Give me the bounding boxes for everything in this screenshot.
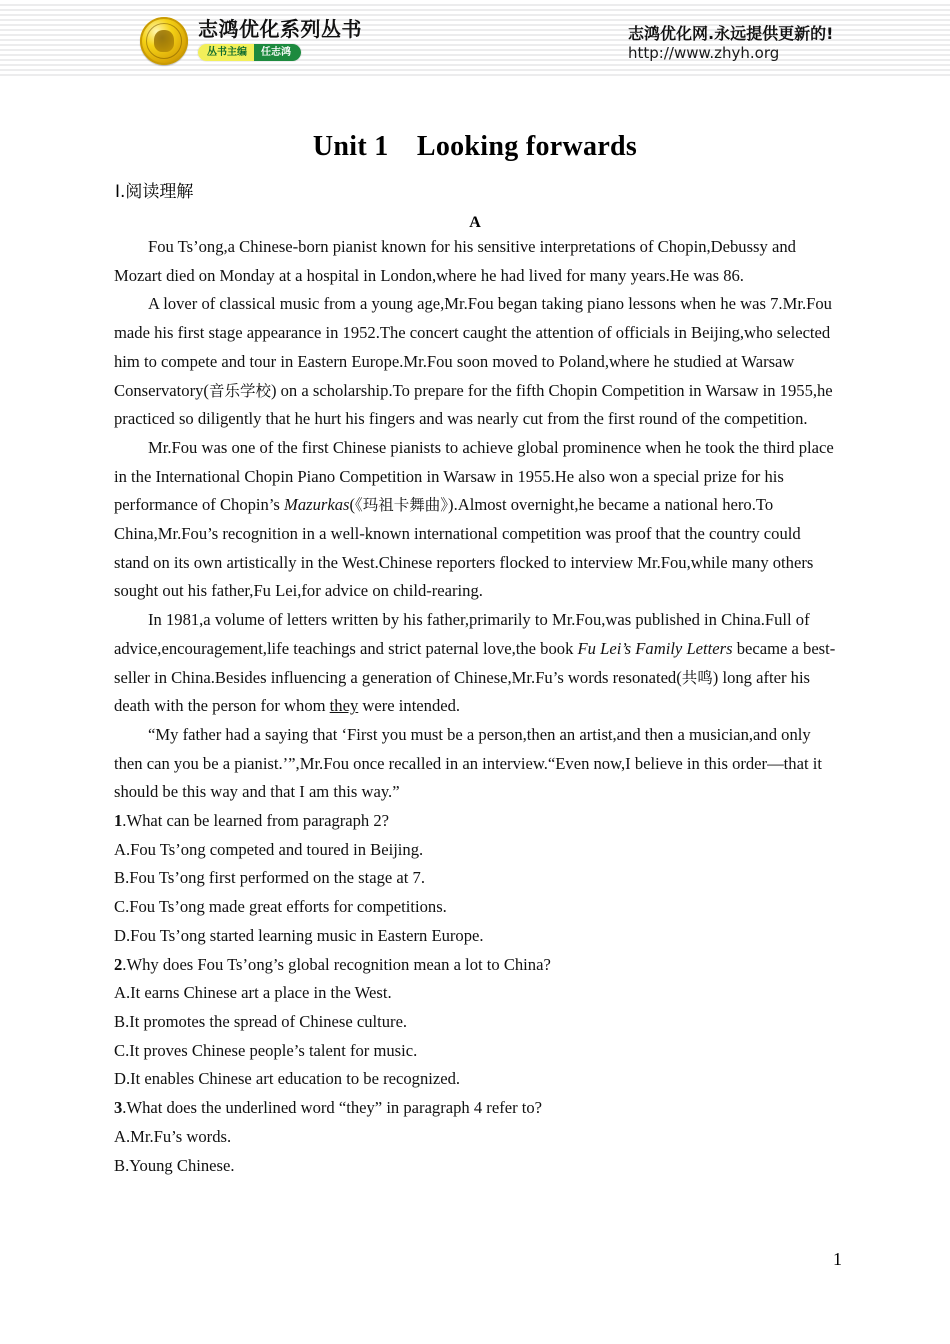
question-number: 3	[114, 1098, 123, 1118]
document-sheet	[0, 130, 950, 1270]
question-number: 1	[114, 811, 123, 831]
passage-paragraph	[114, 606, 836, 721]
text-run: ).Almost overnight,he became a national hero.To China,Mr.Fou’s recognition in a well-known international competition was proof that the country could stand on its own artistically in the West.Chinese reporters flocked to interview Mr.Fou,while many others sought out his father,Fu Lei,for advice on child-rearing.	[114, 495, 814, 601]
brand-title: 志鸿优化系列丛书	[198, 17, 362, 41]
page-footer	[0, 1180, 950, 1270]
section-heading-reading: Ⅰ.阅读理解	[115, 182, 194, 202]
editor-badge	[198, 44, 301, 61]
text-run: (	[349, 495, 356, 515]
question-stem	[114, 807, 836, 836]
header-content	[0, 0, 950, 84]
question-number: 2	[114, 954, 123, 974]
editor-badge-name: 任志鸿	[254, 44, 301, 61]
chinese-gloss: 《玛祖卡舞曲》	[355, 496, 449, 515]
passage-paragraph	[114, 721, 836, 807]
question-option[interactable]: C.Fou Ts’ong made great efforts for competitions.	[114, 897, 447, 917]
question-option[interactable]: A.Mr.Fu’s words.	[114, 1126, 232, 1146]
question-option[interactable]: B.Fou Ts’ong first performed on the stage at 7.	[114, 868, 425, 888]
page-header	[0, 0, 950, 84]
question-option[interactable]: D.Fou Ts’ong started learning music in Eastern Europe.	[114, 925, 484, 945]
question-text: .What does the underlined word “they” in paragraph 4 refer to?	[122, 1098, 543, 1118]
question-option[interactable]: A.It earns Chinese art a place in the West.	[114, 983, 392, 1003]
text-run: were intended.	[358, 696, 461, 716]
question-text: .Why does Fou Ts’ong’s global recognition mean a lot to China?	[122, 954, 551, 974]
text-run: A lover of classical music from a young age,Mr.Fou began taking piano lessons when he was 7.Mr.Fou made his first stage appearance in 1952.The concert caught the attention of officials in Beijing,who selected him to compete and tour in Eastern Europe.Mr.Fou soon moved to Poland,where he studied at Warsaw Conservatory(	[114, 294, 832, 400]
brand-block	[140, 17, 362, 65]
site-slogan: 志鸿优化网.永远提供更新的!	[628, 24, 834, 43]
text-run: Fou Ts’ong,a Chinese-born pianist known for his sensitive interpretations of Chopin,Debussy and Mozart died on Monday at a hospital in London,where he had lived for many years.He was 86.	[114, 237, 796, 285]
passage-paragraph	[114, 233, 836, 290]
question-option[interactable]: D.It enables Chinese art education to be recognized.	[114, 1069, 461, 1089]
question-stem	[114, 951, 836, 980]
text-run: In 1981,a volume of letters written by his father,primarily to Mr.Fou,was published in China.Full of advice,encouragement,life teachings and strict paternal love,the book	[114, 610, 810, 658]
text-run: Mr.Fou was one of the first Chinese pianists to achieve global prominence when he took the third place in the International Chopin Piano Competition in Warsaw in 1955.He also won a special prize for his performance of Chopin’s	[114, 437, 834, 515]
text-run: became a best-seller in China.Besides influencing a generation of Chinese,Mr.Fu’s words resonated(	[114, 638, 836, 687]
italic-title: Mazurkas	[284, 495, 350, 515]
question-option[interactable]: B.Young Chinese.	[114, 1155, 235, 1175]
site-info-block	[628, 24, 833, 63]
underlined-word: they	[329, 696, 359, 716]
chinese-gloss: 共鸣	[681, 668, 713, 687]
question-list	[114, 807, 836, 1180]
page-number: 1	[833, 1249, 842, 1270]
page-title: Unit 1 Looking forwards	[312, 131, 638, 162]
chinese-gloss: 音乐学校	[208, 381, 271, 400]
text-run: “My father had a saying that ‘First you must be a person,then an artist,and then a musician,and only then can you be a pianist.’”,Mr.Fou once recalled in an interview.“Even now,I believe in this order—that it should be this way and that I am this way.”	[114, 724, 822, 802]
italic-title: Fu Lei’s Family Letters	[577, 638, 733, 658]
editor-badge-label: 丛书主编	[198, 44, 254, 61]
question-stem	[114, 1094, 836, 1123]
site-url-link[interactable]: http://www.zhyh.org	[628, 44, 780, 62]
question-option[interactable]: C.It proves Chinese people’s talent for music.	[114, 1040, 418, 1060]
text-run: ) long after his death with the person for whom	[114, 667, 811, 716]
gold-coin-logo-icon	[140, 17, 188, 65]
question-text: .What can be learned from paragraph 2?	[122, 811, 390, 831]
passage-body	[114, 233, 836, 807]
passage-column	[114, 233, 836, 1180]
passage-paragraph	[114, 434, 836, 606]
brand-text-group	[198, 17, 362, 61]
question-option[interactable]: A.Fou Ts’ong competed and toured in Beijing.	[114, 839, 424, 859]
text-run: ) on a scholarship.To prepare for the fifth Chopin Competition in Warsaw in 1955,he practiced so diligently that he hurt his fingers and was nearly cut from the first round of the competition.	[114, 380, 833, 429]
passage-label: A	[469, 214, 481, 231]
question-option[interactable]: B.It promotes the spread of Chinese culture.	[114, 1011, 408, 1031]
passage-paragraph	[114, 290, 836, 434]
